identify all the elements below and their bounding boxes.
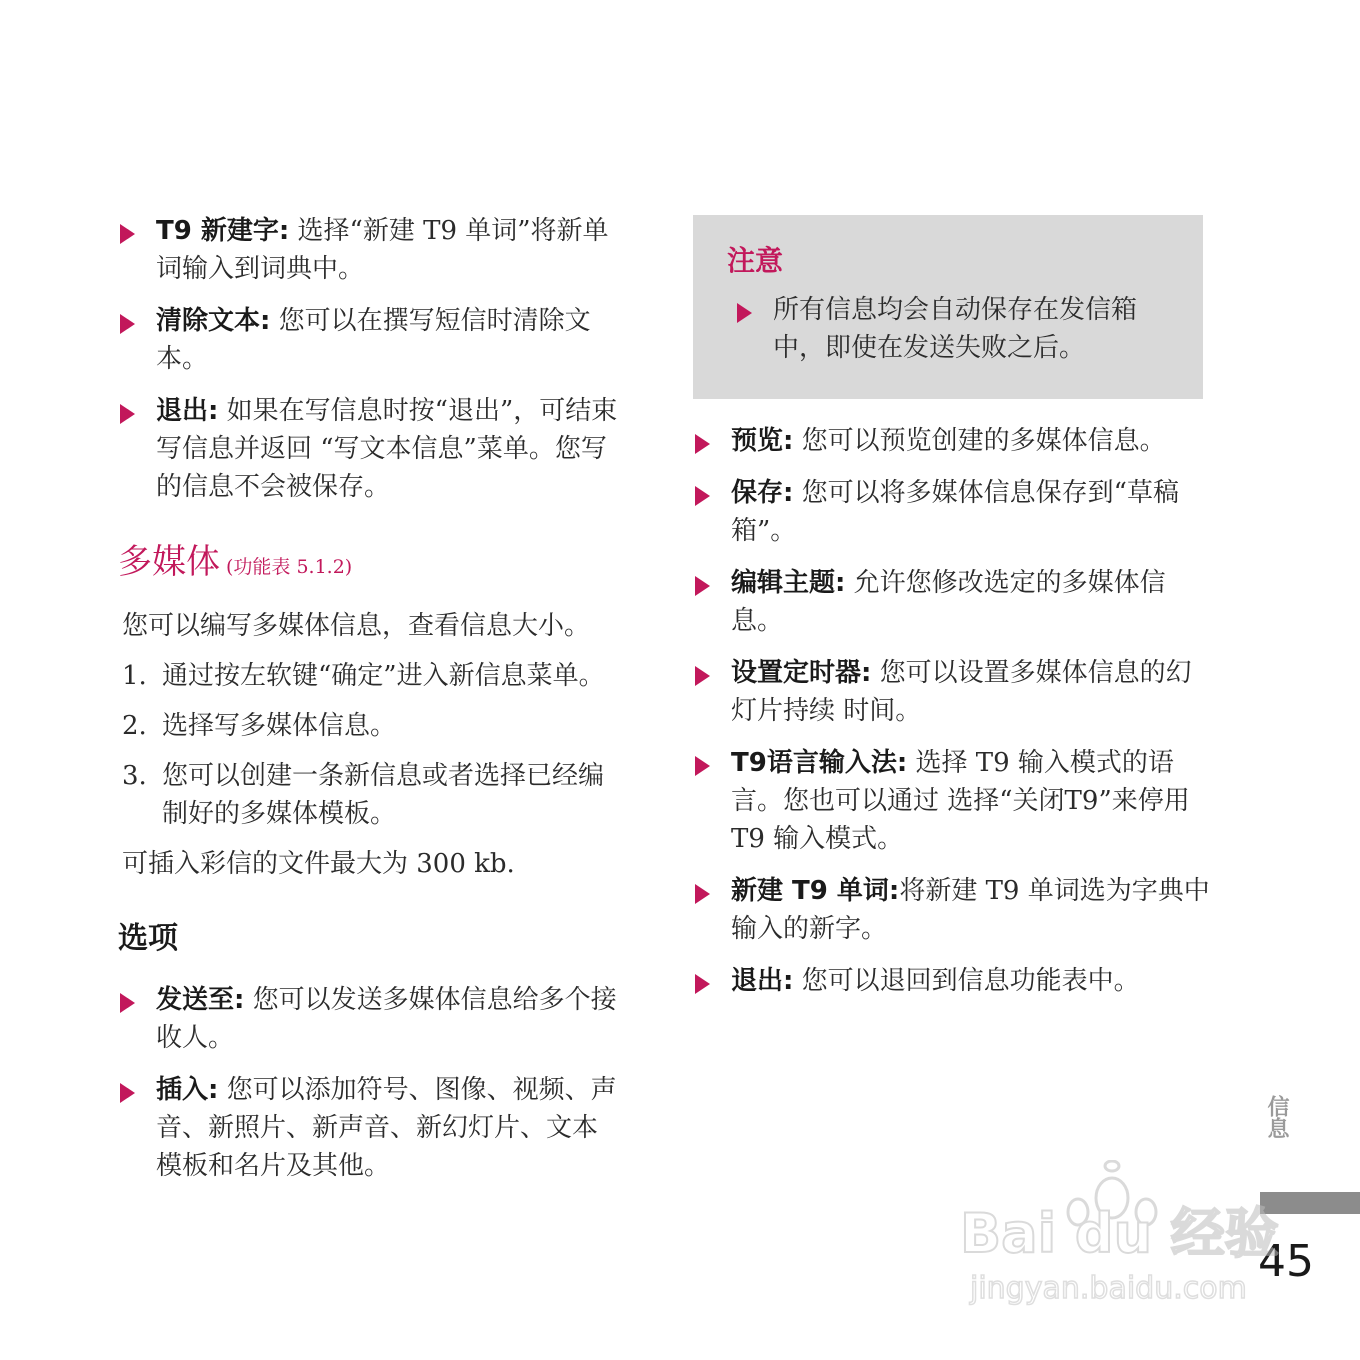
bullet-term: T9 新建字:: [156, 216, 290, 246]
bullet-term: 设置定时器:: [731, 658, 872, 688]
left-column: [118, 212, 618, 1199]
bullet-term: 清除文本:: [156, 306, 271, 336]
section-subtitle: (功能表 5.1.2): [226, 556, 353, 578]
bullet-term: 预览:: [731, 426, 794, 456]
step-number: 1.: [122, 661, 147, 691]
bullet-set-timer: [693, 654, 1213, 730]
bullet-text: 允许您修改选定的多媒体信息。: [731, 568, 1166, 636]
section-heading-multimedia: [118, 540, 618, 589]
intro-paragraph: 您可以编写多媒体信息，查看信息大小。: [122, 611, 591, 641]
bullet-term: 退出:: [731, 966, 794, 996]
triangle-bullet-icon: [695, 884, 710, 904]
step-number: 3.: [122, 761, 147, 791]
bullet-t9-language: [693, 744, 1213, 858]
section-title: 多媒体: [118, 542, 220, 582]
bullet-term: 插入:: [156, 1075, 219, 1105]
bullet-term: 编辑主题:: [731, 568, 846, 598]
bullet-term: 新建 T9 单词:: [731, 876, 900, 906]
bullet-exit: [118, 392, 618, 506]
triangle-bullet-icon: [120, 993, 135, 1013]
bullet-t9-new-word: [118, 212, 618, 288]
bullet-text: 如果在写信息时按“退出”，可结束写信息并返回 “写文本信息”菜单。您写的信息不会被保存。: [156, 396, 618, 502]
bullet-text: 您可以添加符号、图像、视频、声音、新照片、新声音、新幻灯片、文本模板和名片及其他。: [156, 1075, 617, 1181]
bullet-new-t9-word: [693, 872, 1213, 948]
bullet-text: 选择“新建 T9 单词”将新单词输入到词典中。: [156, 216, 609, 284]
note-title: 注意: [727, 244, 784, 277]
bullet-text: 您可以在撰写短信时清除文本。: [156, 306, 591, 374]
step-text: 通过按左软键“确定”进入新信息菜单。: [162, 661, 605, 691]
note-bullet: [727, 291, 1173, 367]
triangle-bullet-icon: [120, 224, 135, 244]
svg-text:jingyan.baidu.com: jingyan.baidu.com: [970, 1271, 1247, 1306]
step-item: [118, 707, 618, 745]
bullet-text: 您可以设置多媒体信息的幻灯片持续 时间。: [731, 658, 1192, 726]
step-item: [118, 657, 618, 695]
triangle-bullet-icon: [695, 974, 710, 994]
triangle-bullet-icon: [695, 486, 710, 506]
triangle-bullet-icon: [695, 434, 710, 454]
right-column: [693, 422, 1213, 1014]
max-size-paragraph: 可插入彩信的文件最大为 300 kb.: [122, 849, 515, 879]
bullet-save: [693, 474, 1213, 550]
triangle-bullet-icon: [737, 303, 752, 323]
step-text: 选择写多媒体信息。: [162, 711, 397, 741]
chapter-tab-bar: [1260, 1192, 1360, 1214]
bullet-text: 您可以预览创建的多媒体信息。: [793, 426, 1166, 456]
bullet-send-to: [118, 981, 618, 1057]
triangle-bullet-icon: [695, 756, 710, 776]
bullet-preview: [693, 422, 1213, 460]
triangle-bullet-icon: [120, 404, 135, 424]
triangle-bullet-icon: [120, 1083, 135, 1103]
bullet-text: 您可以发送多媒体信息给多个接收人。: [156, 985, 617, 1053]
bullet-edit-subject: [693, 564, 1213, 640]
bullet-term: 退出:: [156, 396, 219, 426]
bullet-exit-right: [693, 962, 1213, 1000]
bullet-term: T9语言输入法:: [731, 748, 908, 778]
bullet-text: 将新建 T9 单词选为字典中输入的新字。: [731, 876, 1210, 944]
svg-text:Bai du 经验: Bai du 经验: [960, 1202, 1279, 1265]
bullet-term: 保存:: [731, 478, 794, 508]
bullet-clear-text: [118, 302, 618, 378]
triangle-bullet-icon: [695, 576, 710, 596]
bullet-insert: [118, 1071, 618, 1185]
bullet-text: 您可以退回到信息功能表中。: [793, 966, 1140, 996]
triangle-bullet-icon: [695, 666, 710, 686]
options-heading: 选项: [118, 921, 178, 956]
step-number: 2.: [122, 711, 147, 741]
baidu-watermark-logo: [940, 1160, 1280, 1310]
step-text: 您可以创建一条新信息或者选择已经编制好的多媒体模板。: [162, 761, 605, 829]
triangle-bullet-icon: [120, 314, 135, 334]
step-item: [118, 757, 618, 833]
bullet-text: 选择 T9 输入模式的语言。您也可以通过 选择“关闭T9”来停用 T9 输入模式。: [731, 748, 1190, 854]
page-number: 45: [1258, 1236, 1314, 1287]
chapter-side-tab: 信息: [1264, 1095, 1289, 1139]
note-text: 所有信息均会自动保存在发信箱中，即使在发送失败之后。: [773, 295, 1138, 363]
bullet-term: 发送至:: [156, 985, 245, 1015]
bullet-text: 您可以将多媒体信息保存到“草稿箱”。: [731, 478, 1179, 546]
note-box: [693, 215, 1203, 399]
